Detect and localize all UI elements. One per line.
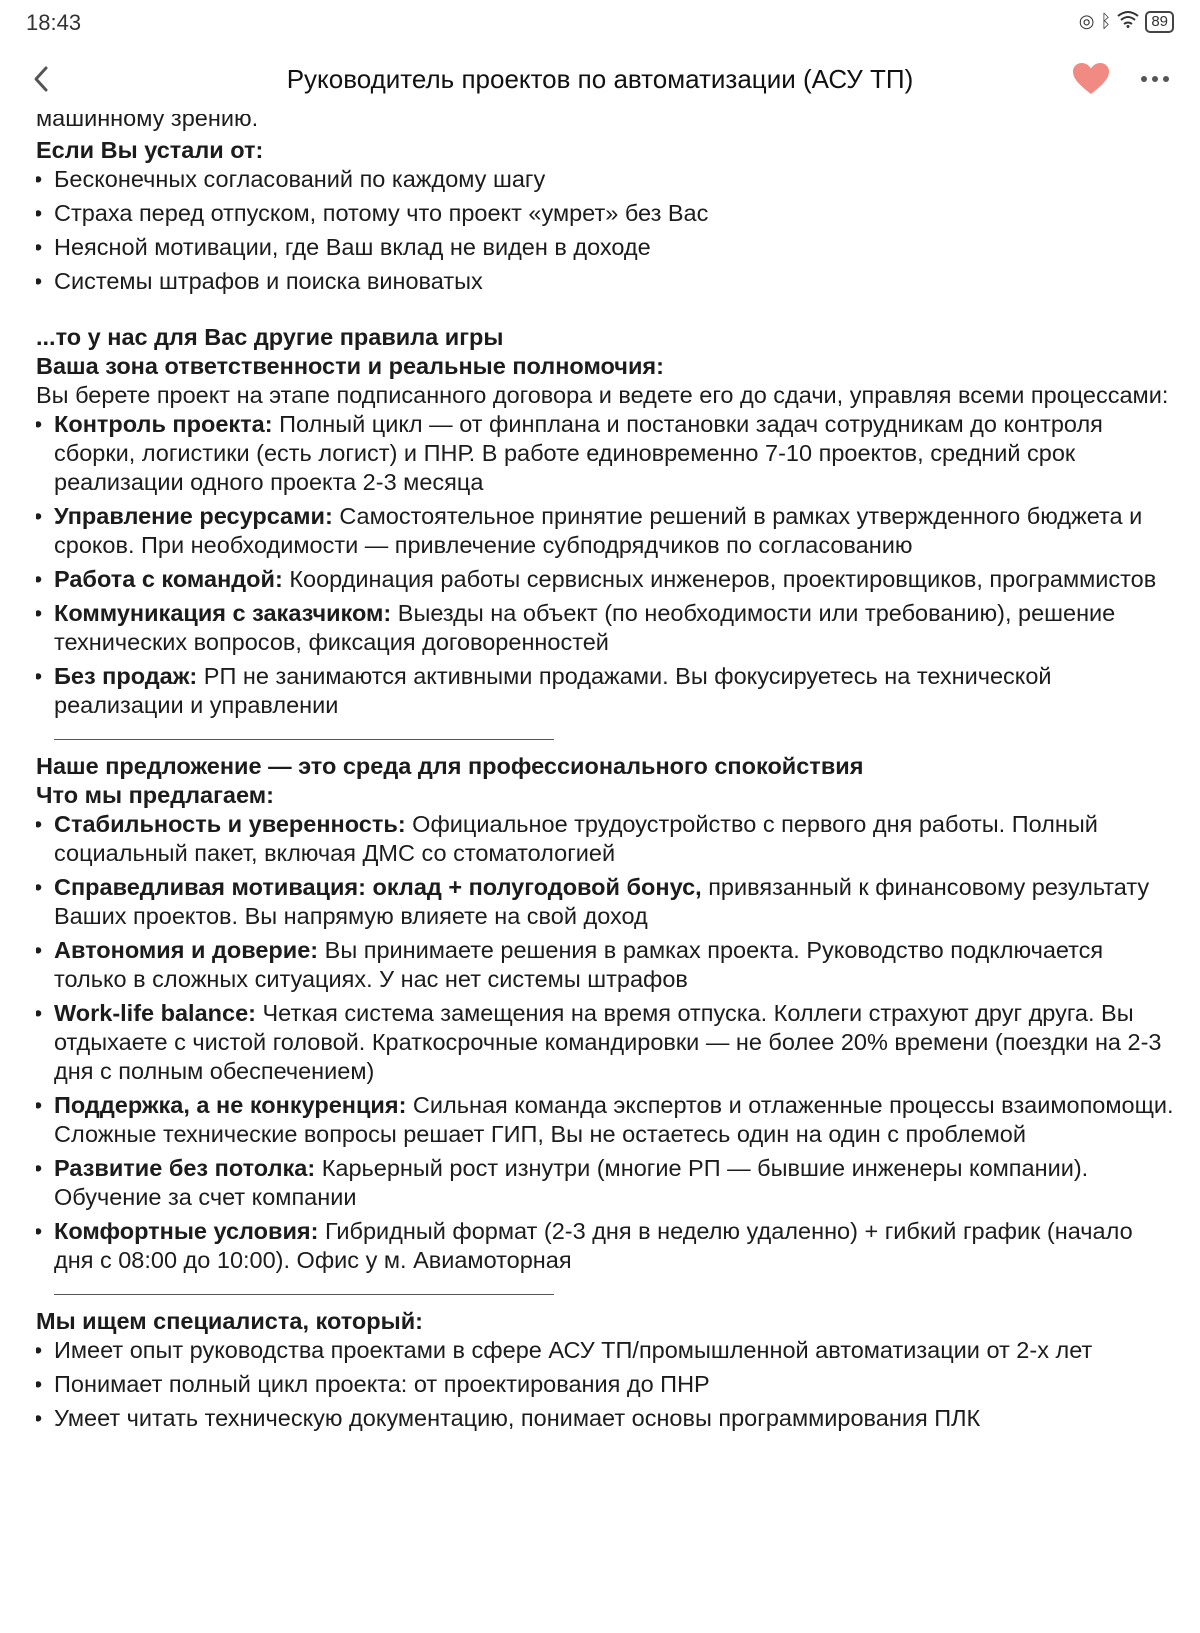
item-text: Официальное трудоустройство с первого дня работы. Полный социальный пакет, включая ДМС со стоматологией [54,811,1098,866]
zone-list [36,410,1176,720]
item-title: Поддержка, а не конкуренция: [54,1092,407,1118]
zone-heading: Ваша зона ответственности и реальные полномочия: [36,353,664,379]
wifi-icon [1117,10,1139,33]
item-title: Work-life balance: [54,1000,256,1026]
status-bar [0,0,1200,46]
item-text: Самостоятельное принятие решений в рамках утвержденного бюджета и сроков. При необходимости — привлечение субподрядчиков по согласованию [54,503,1143,558]
tired-list [36,165,1176,296]
intro-heading: Если Вы устали от: [36,137,264,163]
offer-subheading: Что мы предлагаем: [36,782,274,808]
list-item: • Страха перед отпуском, потому что проект «умрет» без Вас [36,199,1176,228]
list-item [36,410,1176,497]
list-item [36,565,1176,594]
list-item: • Бесконечных согласований по каждому шагу [36,165,1176,194]
item-title: Управление ресурсами: [54,503,333,529]
list-item [36,999,1176,1086]
cutoff-line [36,114,1176,136]
job-description [36,114,1176,1633]
list-item [36,936,1176,994]
list-item: • Системы штрафов и поиска виноватых [36,267,1176,296]
item-title: Справедливая мотивация: оклад + полугодовой бонус, [54,874,702,900]
item-text: Гибридный формат (2-3 дня в неделю удаленно) + гибкий график (начало дня с 08:00 до 10:00). Офис у м. Авиамоторная [54,1218,1133,1273]
list-item: • Понимает полный цикл проекта: от проектирования до ПНР [36,1370,1176,1399]
item-text: Сильная команда экспертов и отлаженные процессы взаимопомощи. Сложные технические вопросы решает ГИП, Вы не остаетесь один на один с проблемой [54,1092,1174,1147]
cutoff-text: машинному зрению. [36,114,259,131]
list-item [36,1154,1176,1212]
more-options-icon[interactable] [1138,64,1172,94]
page-title: Руководитель проектов по автоматизации (АСУ ТП) [286,64,914,94]
list-item: • Умеет читать техническую документацию, понимает основы программирования ПЛК [36,1404,1176,1433]
battery-icon: 89 [1145,11,1174,33]
list-item [36,502,1176,560]
seek-list [36,1336,1176,1433]
item-title: Стабильность и уверенность: [54,811,406,837]
item-text: привязанный к финансовому результату Ваших проектов. Вы напрямую влияете на свой доход [54,874,1150,929]
item-title: Работа с командой: [54,566,283,592]
list-item: • Имеет опыт руководства проектами в сфере АСУ ТП/промышленной автоматизации от 2-х лет [36,1336,1176,1365]
item-title: Без продаж: [54,663,198,689]
seek-heading: Мы ищем специалиста, который: [36,1308,423,1334]
status-icons [1079,10,1174,33]
offer-heading: Наше предложение — это среда для профессионального спокойствия [36,753,864,779]
list-item [36,662,1176,720]
top-nav-bar [0,46,1200,114]
list-item [36,873,1176,931]
list-item [36,599,1176,657]
offer-list [36,810,1176,1275]
zone-intro: Вы берете проект на этапе подписанного договора и ведете его до сдачи, управляя всеми процессами: [36,382,1169,408]
item-text: Вы принимаете решения в рамках проекта. Руководство подключается только в сложных ситуациях. У нас нет системы штрафов [54,937,1104,992]
list-item [36,1091,1176,1149]
item-title: Автономия и доверие: [54,937,319,963]
item-title: Коммуникация с заказчиком: [54,600,392,626]
item-text: Карьерный рост изнутри (многие РП — бывшие инженеры компании). Обучение за счет компании [54,1155,1089,1210]
heart-icon[interactable] [1072,62,1110,96]
list-item [36,810,1176,868]
item-text: Координация работы сервисных инженеров, проектировщиков, программистов [282,566,1157,592]
nfc-icon: ◎ [1078,11,1095,31]
item-title: Контроль проекта: [54,411,273,437]
status-time: 18:43 [26,10,82,35]
item-text: Полный цикл — от финплана и постановки задач сотрудникам до контроля сборки, логистики (есть логист) и ПНР. В работе единовременно 7-10 проектов, средний срок реализации одного проекта 2-3 месяца [54,411,1103,495]
list-item [36,1217,1176,1275]
bluetooth-icon: ᛒ [1100,11,1112,31]
item-text: Выезды на объект (по необходимости или требованию), решение технических вопросов, фиксация договоренностей [54,600,1116,655]
item-text: Четкая система замещения на время отпуска. Коллеги страхуют друг друга. Вы отдыхаете с чистой головой. Краткосрочные командировки — не более 20% времени (поездки на 2-3 дня с полным обеспечением) [54,1000,1162,1084]
separator-line [54,1280,554,1295]
separator-line [54,725,554,740]
list-item: • Неясной мотивации, где Ваш вклад не виден в доходе [36,233,1176,262]
item-title: Развитие без потолка: [54,1155,316,1181]
item-title: Комфортные условия: [54,1218,319,1244]
rules-heading: ...то у нас для Вас другие правила игры [36,324,504,350]
item-text: РП не занимаются активными продажами. Вы фокусируетесь на технической реализации и управлении [54,663,1052,718]
